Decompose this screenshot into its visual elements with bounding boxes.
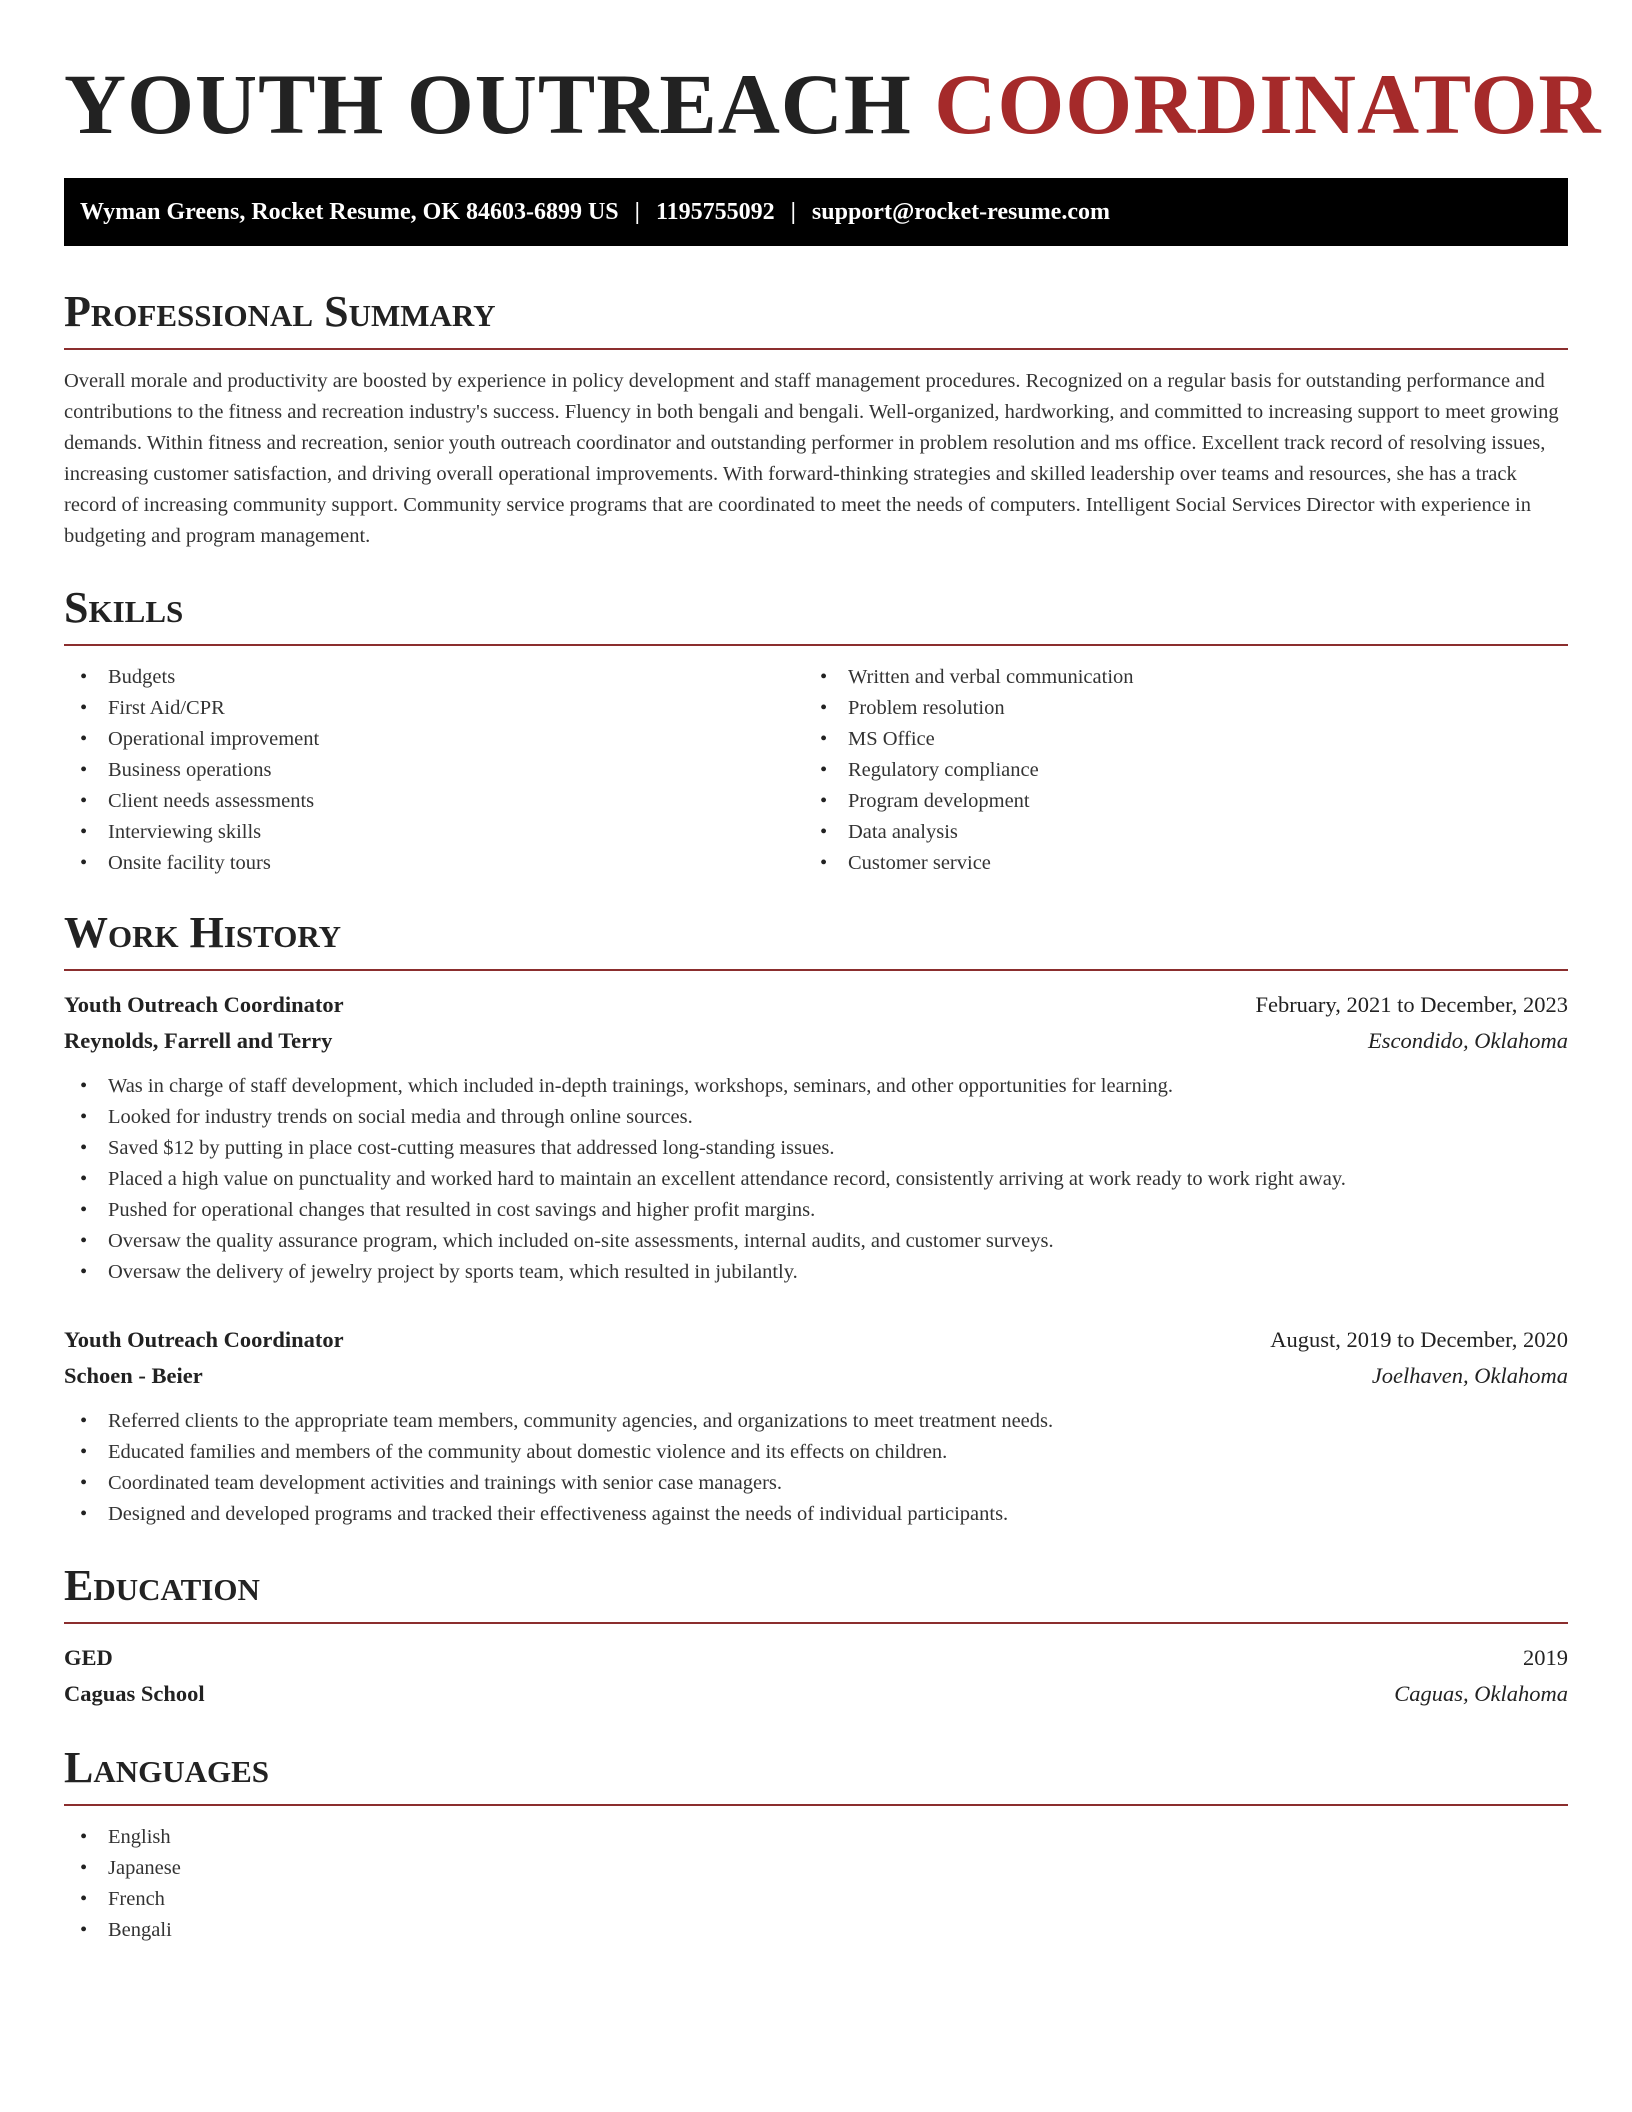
languages-list <box>64 1822 1568 1946</box>
skills-grid <box>64 662 1568 879</box>
job-entry <box>64 987 1568 1288</box>
job-title-row <box>64 987 1568 1023</box>
skill-item: • Customer service <box>804 848 1544 879</box>
job-bullet: • Designed and developed programs and tracked their effectiveness against the needs of individual participants. <box>64 1499 1568 1530</box>
skill-item: • Business operations <box>64 755 804 786</box>
skill-item: • Written and verbal communication <box>804 662 1544 693</box>
job-bullet: • Was in charge of staff development, which included in-depth trainings, workshops, seminars, and other opportunities for learning. <box>64 1071 1568 1102</box>
section-divider <box>64 644 1568 646</box>
title-first: YOUTH OUTREACH <box>64 56 912 152</box>
contact-email: support@rocket-resume.com <box>811 198 1110 225</box>
education-school-row <box>64 1676 1568 1712</box>
job-company-row <box>64 1358 1568 1394</box>
contact-separator: | <box>634 198 640 225</box>
job-dates: February, 2021 to December, 2023 <box>1255 992 1568 1017</box>
skill-item: • Client needs assessments <box>64 786 804 817</box>
education-heading: Education <box>64 1561 260 1610</box>
job-bullet: • Oversaw the delivery of jewelry project by sports team, which resulted in jubilantly. <box>64 1257 1568 1288</box>
job-bullet: • Educated families and members of the community about domestic violence and its effects on children. <box>64 1437 1568 1468</box>
skill-item: • Problem resolution <box>804 693 1544 724</box>
job-bullet: • Placed a high value on punctuality and worked hard to maintain an excellent attendance record, consistently arriving at work ready to work right away. <box>64 1164 1568 1195</box>
skills-left-list <box>64 662 804 879</box>
job-bullet: • Pushed for operational changes that resulted in cost savings and higher profit margins. <box>64 1195 1568 1226</box>
summary-heading: Professional Summary <box>64 287 496 336</box>
contact-bar <box>64 178 1568 246</box>
skill-item: • Regulatory compliance <box>804 755 1544 786</box>
job-bullet: • Oversaw the quality assurance program, which included on-site assessments, internal audits, and customer surveys. <box>64 1226 1568 1257</box>
skill-item: • MS Office <box>804 724 1544 755</box>
section-divider <box>64 1622 1568 1624</box>
job-bullet: • Coordinated team development activities and trainings with senior case managers. <box>64 1468 1568 1499</box>
job-dates: August, 2019 to December, 2020 <box>1270 1327 1568 1352</box>
summary-section <box>64 286 1568 552</box>
skill-item: • Interviewing skills <box>64 817 804 848</box>
language-item: • Bengali <box>64 1915 1568 1946</box>
job-company-row <box>64 1023 1568 1059</box>
job-company: Schoen - Beier <box>64 1363 203 1388</box>
job-bullet: • Looked for industry trends on social media and through online sources. <box>64 1102 1568 1133</box>
skill-item: • Budgets <box>64 662 804 693</box>
education-location: Caguas, Oklahoma <box>1394 1681 1568 1706</box>
summary-text: Overall morale and productivity are boosted by experience in policy development and staff management procedures. Recognized on a regular basis for outstanding performance and contributions to the fitness and recreation industry's success. Fluency in both bengali and bengali. Well-organized, hardworking, and committed to increasing support to meet growing demands. Within fitness and recreation, senior youth outreach coordinator and outstanding performer in problem resolution and ms office. Excellent track record of resolving issues, increasing customer satisfaction, and driving overall operational improvements. With forward-thinking strategies and skilled leadership over teams and resources, she has a track record of increasing community support. Community service programs that are coordinated to meet the needs of computers. Intelligent Social Services Director with experience in budgeting and program management. <box>64 370 1559 547</box>
language-item: • Japanese <box>64 1853 1568 1884</box>
job-company: Reynolds, Farrell and Terry <box>64 1028 333 1053</box>
contact-phone: 1195755092 <box>655 198 775 225</box>
skill-item: • Operational improvement <box>64 724 804 755</box>
education-year: 2019 <box>1523 1645 1568 1670</box>
job-entry <box>64 1322 1568 1530</box>
skill-item: • Program development <box>804 786 1544 817</box>
education-school: Caguas School <box>64 1681 205 1706</box>
skills-section <box>64 582 1568 879</box>
skill-item: • First Aid/CPR <box>64 693 804 724</box>
job-bullet: • Saved $12 by putting in place cost-cutting measures that addressed long-standing issues. <box>64 1133 1568 1164</box>
job-title: Youth Outreach Coordinator <box>64 992 344 1017</box>
language-item: • English <box>64 1822 1568 1853</box>
section-divider <box>64 1804 1568 1806</box>
job-title: Youth Outreach Coordinator <box>64 1327 344 1352</box>
education-degree: GED <box>64 1645 113 1670</box>
job-bullet-list <box>64 1406 1568 1530</box>
job-title-row <box>64 1322 1568 1358</box>
section-divider <box>64 348 1568 350</box>
skill-item: • Onsite facility tours <box>64 848 804 879</box>
skills-right-list <box>804 662 1544 879</box>
work-section <box>64 907 1568 1530</box>
languages-heading: Languages <box>64 1743 270 1792</box>
contact-address: Wyman Greens, Rocket Resume, OK 84603-6899 US <box>80 198 619 225</box>
skills-heading: Skills <box>64 583 184 632</box>
education-degree-row <box>64 1640 1568 1676</box>
job-location: Escondido, Oklahoma <box>1368 1028 1568 1053</box>
title-second: COORDINATOR <box>934 56 1602 152</box>
job-location: Joelhaven, Oklahoma <box>1371 1363 1568 1388</box>
work-heading: Work History <box>64 908 342 957</box>
section-divider <box>64 969 1568 971</box>
resume-title <box>64 50 1602 158</box>
language-item: • French <box>64 1884 1568 1915</box>
contact-separator: | <box>790 198 796 225</box>
languages-section <box>64 1742 1568 1946</box>
job-bullet-list <box>64 1071 1568 1288</box>
job-bullet: • Referred clients to the appropriate team members, community agencies, and organizations to meet treatment needs. <box>64 1406 1568 1437</box>
education-section <box>64 1560 1568 1712</box>
skill-item: • Data analysis <box>804 817 1544 848</box>
